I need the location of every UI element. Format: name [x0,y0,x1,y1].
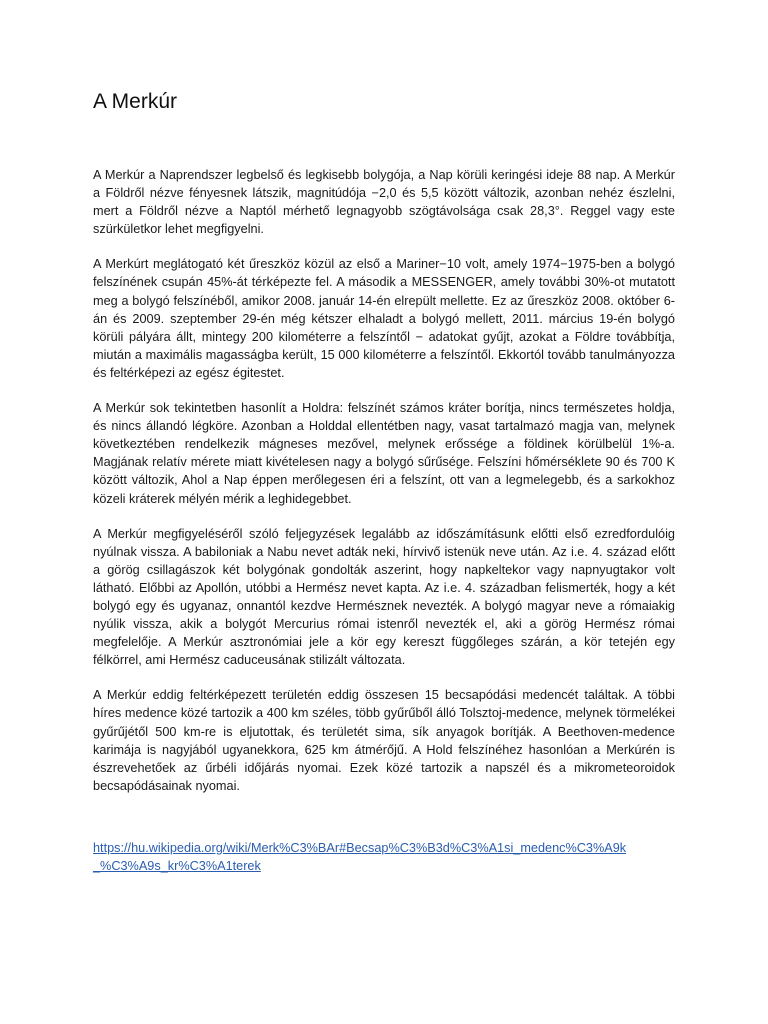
paragraph-4: A Merkúr megfigyeléséről szóló feljegyzések legalább az időszámításunk előtti első ezredfordulóig nyúlnak vissza. A babiloniak a Nabu nevet adták neki, hírvivő istenük neve után. Az i.e. 4. század előtt a görög csillagászok két bolygónak gondolták aszerint, hogy napkeltekor vagy napnyugtakor volt látható. Előbbi az Apollón, utóbbi a Hermész nevet kapta. Az i.e. 4. században felismerték, hogy a két bolygó egy és ugyanaz, onnantól kezdve Hermésznek nevezték. A bolygó magyar neve a rómaiakig nyúlik vissza, akik a bolygót Mercurius római istenről nevezték el, aki a görög Hermész római megfelelője. A Merkúr asztronómiai jele a kör egy kereszt függőleges szárán, a kör tetején egy félkörrel, ami Hermész caduceusának stilizált változata. [93,526,675,668]
document-body [93,166,675,795]
paragraph-5: A Merkúr eddig feltérképezett területén eddig összesen 15 becsapódási medencét találtak. A többi híres medence közé tartozik a 400 km széles, több gyűrűből álló Tolsztoj-medence, melynek törmelékei gyűrűjétől 500 km-re is eljutottak, és területét sima, sík anyagok borítják. A Beethoven-medence karimája is nagyjából ugyanekkora, 625 km átmérőjű. A Hold felszínéhez hasonlóan a Merkúrén is észrevehetőek az űrbéli időjárás nyomai. Ezek közé tartozik a napszél és a mikrometeoroidok becsapódásainak nyomai. [93,688,675,793]
document-content [93,88,675,875]
paragraph-3: A Merkúr sok tekintetben hasonlít a Holdra: felszínét számos kráter borítja, nincs természetes holdja, és nincs állandó légköre. Azonban a Holddal ellentétben nagy, vasat tartalmazó magja van, melynek következtében rendelkezik mágneses mezővel, melynek erőssége a földinek körülbelül 1%-a. Magjának relatív mérete miatt kivételesen nagy a bolygó sűrűsége. Felszíni hőmérséklete 90 és 700 K között változik, Ahol a Nap éppen merőlegesen éri a felszínt, ott van a legmelegebb, és a sarkokhoz közeli kráterek mélyén mérik a leghidegebbet. [93,401,675,506]
paragraph-1: A Merkúr a Naprendszer legbelső és legkisebb bolygója, a Nap körüli keringési ideje 88 nap. A Merkúr a Földről nézve fényesnek látszik, magnitúdója −2,0 és 5,5 között változik, azonban nehéz észlelni, mert a Földről nézve a Naptól mérhető legnagyobb szögtávolsága csak 28,3°. Reggel vagy este szürkületkor lehet megfigyelni. [93,168,675,237]
document-title: A Merkúr [93,90,178,113]
paragraph-2: A Merkúrt meglátogató két űreszköz közül az első a Mariner−10 volt, amely 1974−1975-ben a bolygó felszínének csupán 45%-át térképezte fel. A második a MESSENGER, amely további 30%-ot mutatott meg a bolygó felszínéből, amikor 2008. január 14-én elrepült mellette. Ez az űreszköz 2008. október 6-án és 2009. szeptember 29-én még kétszer elhaladt a bolygó mellett, 2011. március 19-én bolygó körüli pályára állt, mintegy 200 kilométerre a felszíntől − adatokat gyűjt, azokat a Földre továbbítja, miután a maximális magasságba került, 15 000 kilométerre a felszíntől. Ekkortól tovább tanulmányozza és feltérképezi az egész égitestet. [93,257,675,380]
source-link[interactable]: https://hu.wikipedia.org/wiki/Merk%C3%BAr#Becsap%C3%B3d%C3%A1si_medenc%C3%A9k_%C3%A9s_kr%C3%A1terek [93,840,627,873]
source-link-block [93,839,633,875]
